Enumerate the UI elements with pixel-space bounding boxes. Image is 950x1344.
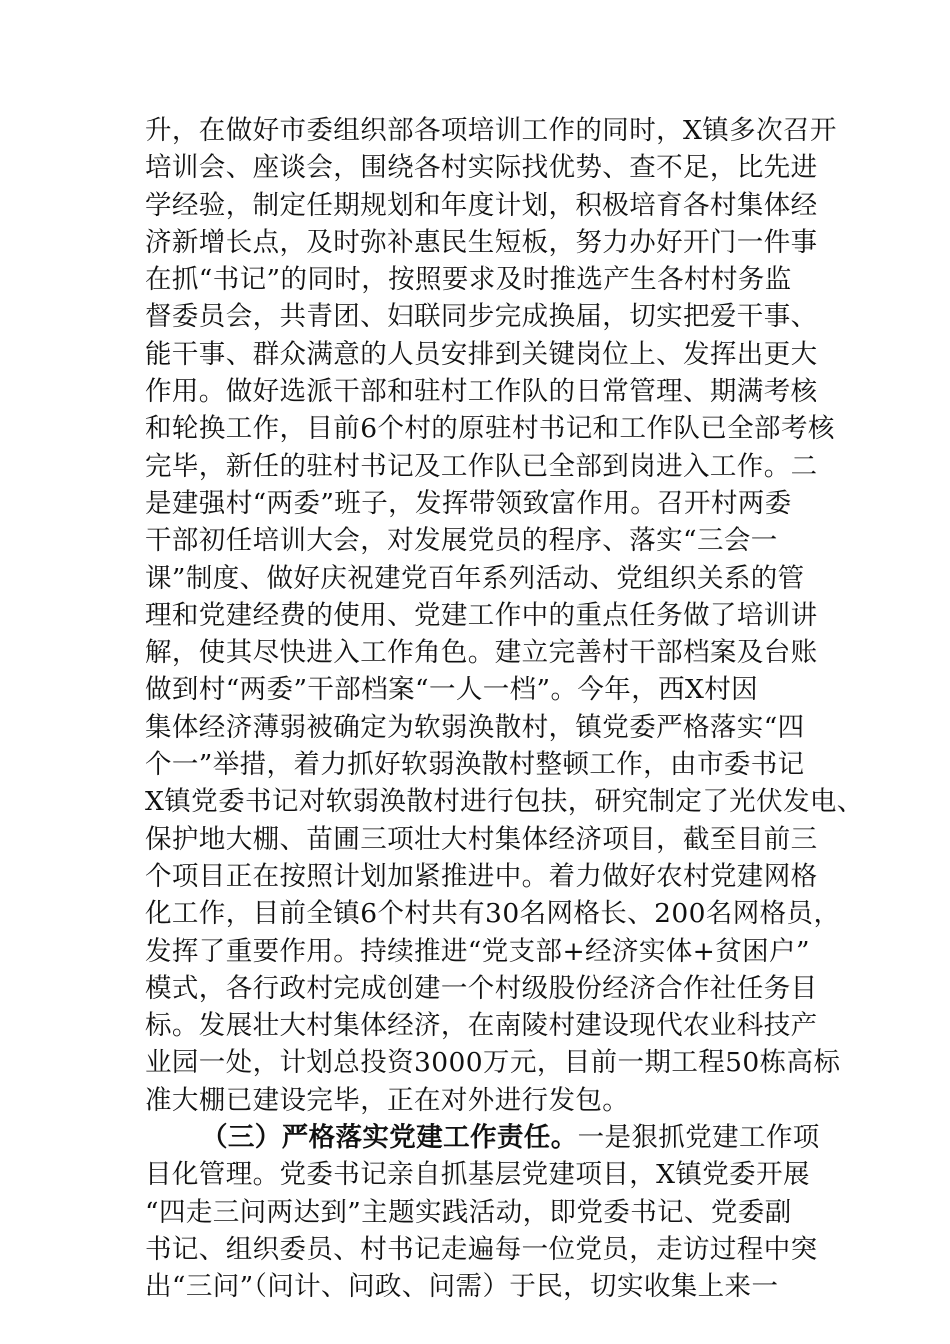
section-3-first-line-rest: 一是狠抓党建工作项 <box>577 1122 820 1154</box>
text-line-27: 准大棚已建设完毕，正在对外进行发包。 <box>145 1084 630 1116</box>
text-line-23: 发挥了重要作用。持续推进“党支部+经济实体+贫困户” <box>145 935 810 967</box>
text-line-22: 化工作，目前全镇6个村共有30名网格长、200名网格员， <box>145 898 841 930</box>
text-line-15: 解，使其尽快进入工作角色。建立完善村干部档案及台账 <box>145 637 818 669</box>
text-line-3: 学经验，制定任期规划和年度计划，积极培育各村集体经 <box>145 189 818 221</box>
text-line-25: 标。发展壮大村集体经济，在南陵村建设现代农业科技产 <box>145 1010 818 1042</box>
section-3-line-3: “四走三问两达到”主题实践活动，即党委书记、党委副 <box>145 1196 792 1228</box>
text-line-21: 个项目正在按照计划加紧推进中。着力做好农村党建网格 <box>145 860 818 892</box>
text-line-14: 理和党建经费的使用、党建工作中的重点任务做了培训讲 <box>145 599 818 631</box>
text-line-11: 是建强村“两委”班子，发挥带领致富作用。召开村两委 <box>145 487 792 519</box>
section-3-line-4: 书记、组织委员、村书记走遍每一位党员，走访过程中突 <box>145 1233 818 1265</box>
text-line-26: 业园一处，计划总投资3000万元，目前一期工程50栋高标 <box>145 1047 841 1079</box>
text-line-24: 模式，各行政村完成创建一个村级股份经济合作社任务目 <box>145 972 818 1004</box>
text-line-18: 个一”举措，着力抓好软弱涣散村整顿工作，由市委书记 <box>145 749 805 781</box>
text-line-5: 在抓“书记”的同时，按照要求及时推选产生各村村务监 <box>145 264 792 296</box>
section-3-first-line <box>145 1119 825 1156</box>
text-line-20: 保护地大棚、苗圃三项壮大村集体经济项目，截至目前三 <box>145 823 818 855</box>
text-line-1: 升，在做好市委组织部各项培训工作的同时，X镇多次召开 <box>145 115 837 146</box>
section-3-line-5: 出“三问”（问计、问政、问需）于民，切实收集上来一 <box>145 1271 779 1303</box>
section-3-line-2: 目化管理。党委书记亲自抓基层党建项目，X镇党委开展 <box>145 1159 810 1191</box>
text-line-12: 干部初任培训大会，对发展党员的程序、落实“三会一 <box>145 525 778 557</box>
section-3-heading: （三）严格落实党建工作责任。 <box>201 1122 578 1154</box>
text-line-13: 课”制度、做好庆祝建党百年系列活动、党组织关系的管 <box>145 562 805 594</box>
text-line-10: 完毕，新任的驻村书记及工作队已全部到岗进入工作。二 <box>145 450 818 482</box>
text-line-16: 做到村“两委”干部档案“一人一档”。今年，西X村因 <box>145 674 759 706</box>
text-line-17: 集体经济薄弱被确定为软弱涣散村，镇党委严格落实“四 <box>145 711 805 743</box>
text-line-4: 济新增长点，及时弥补惠民生短板，努力办好开门一件事 <box>145 226 818 258</box>
text-line-9: 和轮换工作，目前6个村的原驻村书记和工作队已全部考核 <box>145 413 835 445</box>
body-text <box>145 112 864 1306</box>
text-line-6: 督委员会，共青团、妇联同步完成换届，切实把爱干事、 <box>145 301 818 333</box>
text-line-8: 作用。做好选派干部和驻村工作队的日常管理、期满考核 <box>145 376 818 408</box>
text-line-2: 培训会、座谈会，围绕各村实际找优势、查不足，比先进 <box>145 152 818 184</box>
text-line-19: X镇党委书记对软弱涣散村进行包扶，研究制定了光伏发电、 <box>145 786 864 818</box>
text-line-7: 能干事、群众满意的人员安排到关键岗位上、发挥出更大 <box>145 338 818 370</box>
